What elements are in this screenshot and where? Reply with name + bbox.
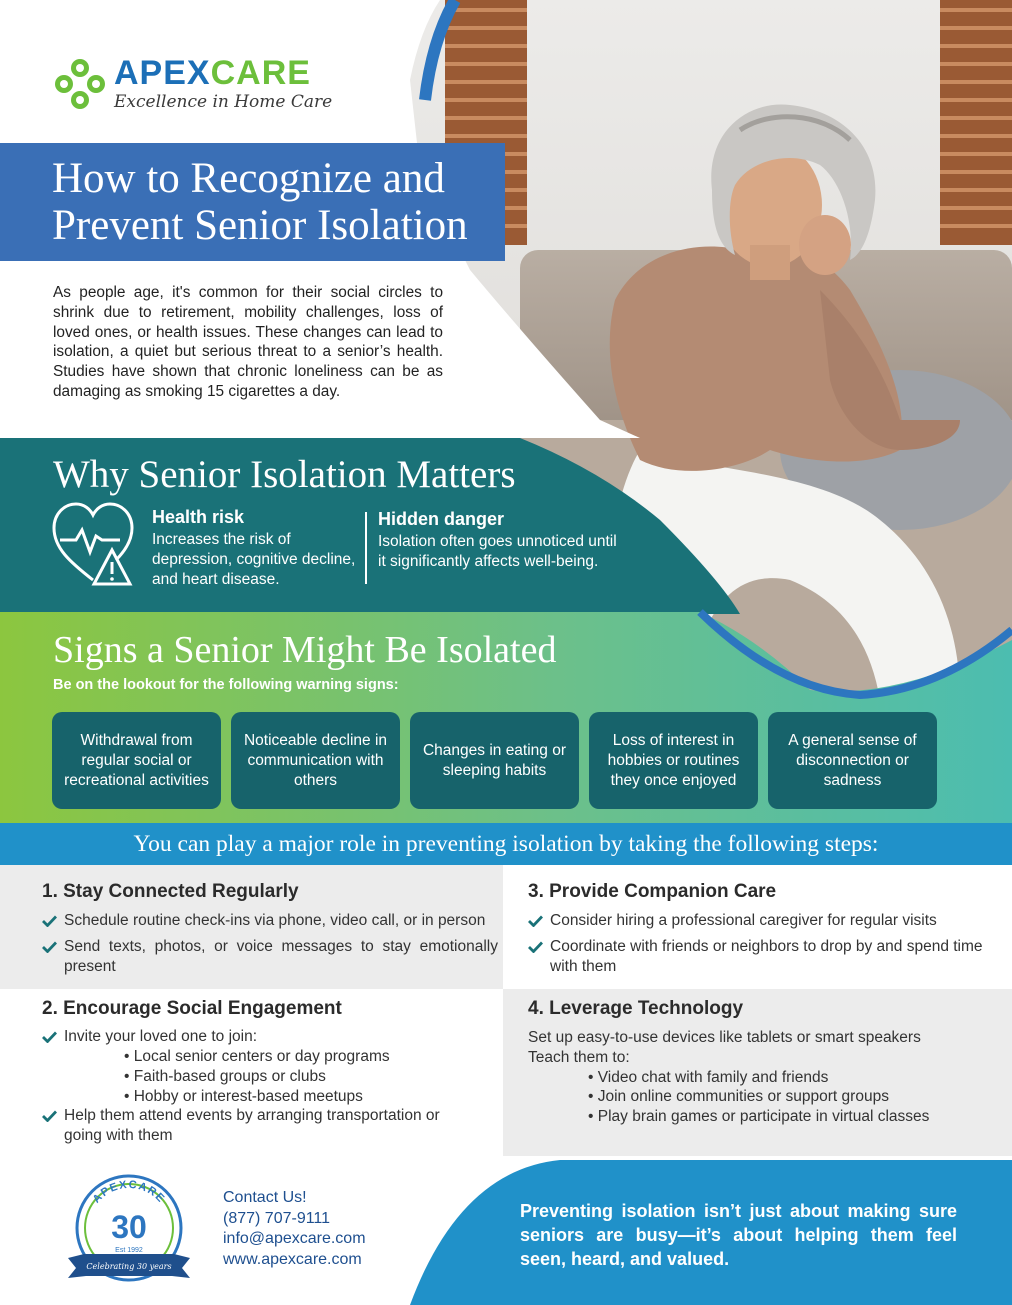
bullet-text: Local senior centers or day programs — [133, 1048, 390, 1065]
why-divider — [365, 512, 367, 584]
step-2-item — [42, 1106, 442, 1146]
logo-apex: APEX — [114, 54, 211, 92]
why-item-hidden-danger — [378, 509, 618, 572]
sign-card-withdrawal: Withdrawal from regular social or recreational activities — [52, 712, 221, 809]
footer-quote: Preventing isolation isn’t just about making sure seniors are busy—it’s about helping them feel seen, heard, and valued. — [520, 1201, 957, 1269]
signs-heading: Signs a Senior Might Be Isolated — [53, 629, 557, 671]
check-icon — [42, 915, 57, 927]
step-2-item — [42, 1027, 482, 1047]
step-item-text: Coordinate with friends or neighbors to drop by and spend time with them — [550, 938, 983, 975]
check-icon — [42, 1031, 57, 1043]
signs-subheading: Be on the lookout for the following warning signs: — [53, 677, 399, 693]
bullet-text: Faith-based groups or clubs — [133, 1068, 326, 1085]
check-icon — [528, 941, 543, 953]
badge-est: Est 1992 — [115, 1247, 143, 1254]
step-1-title: 1. Stay Connected Regularly — [42, 881, 299, 902]
logo-wordmark — [114, 56, 332, 90]
flower-logo-icon — [52, 56, 108, 112]
step-4-bullet: • Video chat with family and friends — [588, 1069, 829, 1086]
anniversary-badge — [64, 1172, 194, 1290]
check-icon — [528, 915, 543, 927]
contact-heading: Contact Us! — [223, 1189, 307, 1206]
logo-tagline: Excellence in Home Care — [114, 92, 333, 112]
why-item-text: Isolation often goes unnoticed until it significantly affects well-being. — [378, 533, 617, 570]
step-3-item — [528, 911, 988, 931]
step-3-item — [528, 937, 993, 977]
step-2-bullet: • Faith-based groups or clubs — [124, 1068, 326, 1085]
contact-phone[interactable]: (877) 707-9111 — [223, 1209, 331, 1227]
step-1-item — [42, 911, 502, 931]
apexcare-logo[interactable] — [52, 56, 332, 112]
step-item-text: Consider hiring a professional caregiver for regular visits — [550, 912, 937, 929]
page-title-box — [0, 143, 505, 261]
steps-banner-text: You can play a major role in preventing isolation by taking the following steps: — [133, 830, 879, 857]
step-4-bullet: • Join online communities or support groups — [588, 1088, 889, 1105]
step-item-text: Help them attend events by arranging transportation or going with them — [64, 1107, 440, 1144]
heart-warning-icon — [50, 500, 136, 588]
step-4-line: Teach them to: — [528, 1049, 630, 1066]
badge-top-text: APEXCARE — [90, 1178, 168, 1206]
bullet-text: Video chat with family and friends — [597, 1069, 829, 1086]
contact-email[interactable]: info@apexcare.com — [223, 1230, 366, 1247]
sign-card-interest: Loss of interest in hobbies or routines they once enjoyed — [589, 712, 758, 809]
bullet-text: Play brain games or participate in virtual classes — [597, 1108, 930, 1125]
why-item-text: Increases the risk of depression, cognitive decline, and heart disease. — [152, 531, 356, 588]
contact-block — [223, 1188, 366, 1270]
bullet-text: Join online communities or support groups — [597, 1088, 889, 1105]
sign-card-sadness: A general sense of disconnection or sadness — [768, 712, 937, 809]
badge-number: 30 — [111, 1209, 147, 1245]
steps-banner — [0, 823, 1012, 865]
intro-paragraph: As people age, it's common for their social circles to shrink due to retirement, mobility challenges, loss of loved ones, or health issues. These changes can lead to isolation, a quiet but serious threat to a senior’s health. Studies have shown that chronic loneliness can be as damaging as smoking 15 cigarettes a day. — [53, 284, 443, 400]
why-item-health-risk — [152, 507, 362, 590]
step-2-title: 2. Encourage Social Engagement — [42, 998, 342, 1019]
page-title — [52, 155, 505, 249]
step-1-item — [42, 937, 498, 977]
check-icon — [42, 941, 57, 953]
title-line-2: Prevent Senior Isolation — [52, 202, 468, 249]
title-line-1: How to Recognize and — [52, 155, 445, 202]
bullet-text: Hobby or interest-based meetups — [133, 1088, 363, 1105]
step-2-bullet: • Hobby or interest-based meetups — [124, 1088, 363, 1105]
logo-care: CARE — [210, 54, 311, 92]
step-4-bullet: • Play brain games or participate in virtual classes — [588, 1108, 930, 1125]
step-4-title: 4. Leverage Technology — [528, 998, 744, 1019]
step-item-text: Schedule routine check-ins via phone, video call, or in person — [64, 912, 486, 929]
why-heading: Why Senior Isolation Matters — [53, 453, 516, 496]
check-icon — [42, 1110, 57, 1122]
sign-card-habits: Changes in eating or sleeping habits — [410, 712, 579, 809]
step-3-title: 3. Provide Companion Care — [528, 881, 777, 902]
step-item-text: Send texts, photos, or voice messages to stay emotionally present — [64, 938, 498, 975]
contact-website[interactable]: www.apexcare.com — [223, 1250, 362, 1268]
step-2-bullet: • Local senior centers or day programs — [124, 1048, 390, 1065]
why-item-heading: Hidden danger — [378, 509, 505, 529]
step-4-line: Set up easy-to-use devices like tablets or smart speakers — [528, 1029, 921, 1046]
sign-card-communication: Noticeable decline in communication with others — [231, 712, 400, 809]
badge-ribbon-text: Celebrating 30 years — [86, 1262, 172, 1271]
why-item-heading: Health risk — [152, 507, 245, 527]
step-item-text: Invite your loved one to join: — [64, 1028, 258, 1045]
